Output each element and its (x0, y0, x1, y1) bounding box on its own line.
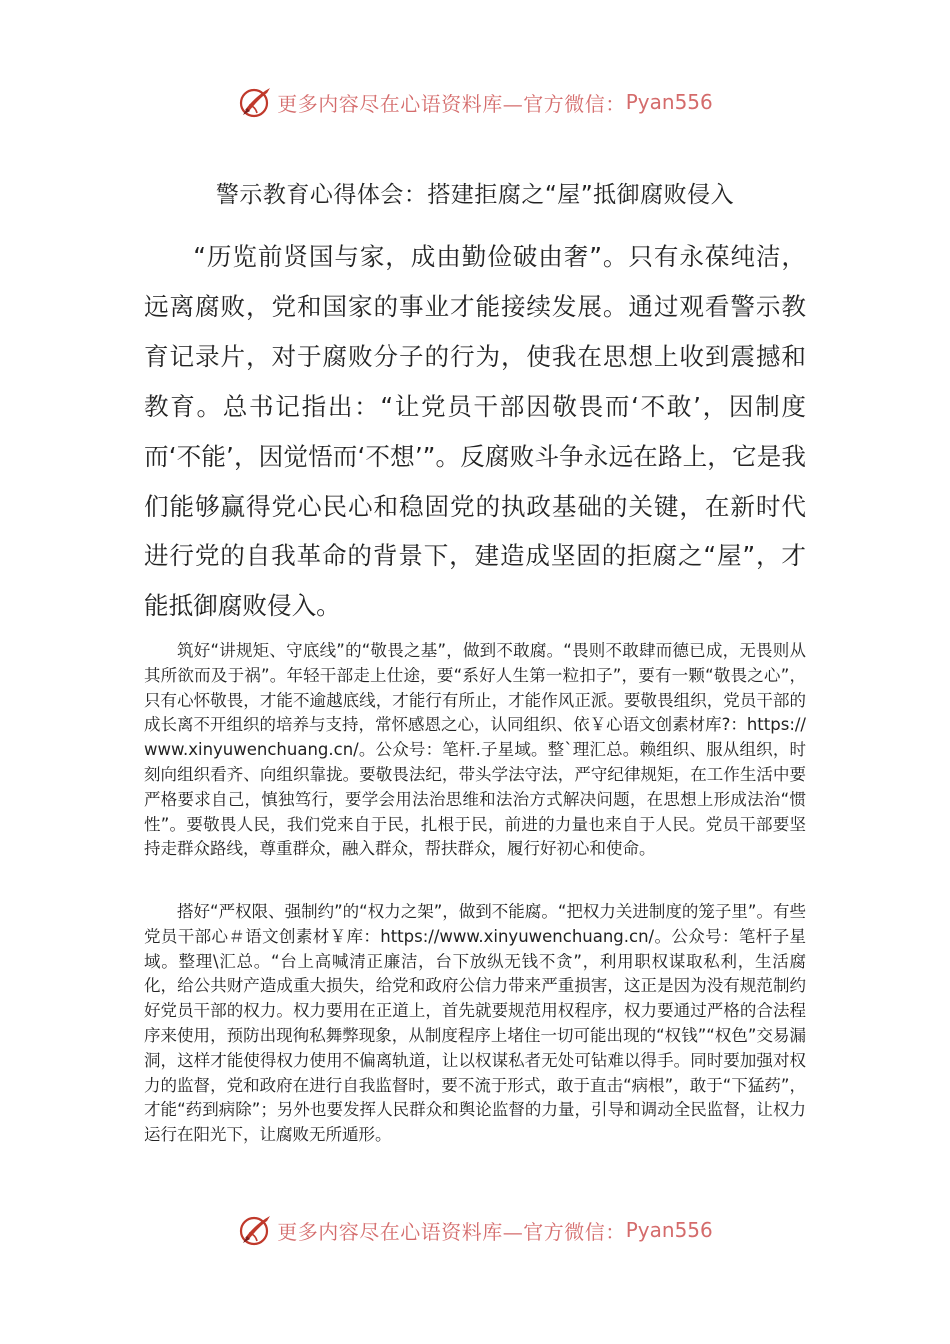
footer-banner-text: 更多内容尽在心语资料库—官方微信： (277, 1219, 626, 1244)
intro-paragraph: “历览前贤国与家，成由勤俭破由奢”。只有永葆纯洁，远离腐败，党和国家的事业才能接续发展。通过观看警示教育记录片，对于腐败分子的行为，使我在思想上收到震撼和教育。总书记指出：“让党员干部因敬畏而‘不敢’，因制度而‘不能’，因觉悟而‘不想’”。反腐败斗争永远在路上，它是我们能够赢得党心民心和稳固党的执政基础的关键，在新时代进行党的自我革命的背景下，建造成坚固的拒腐之“屋”，才能抵御腐败侵入。 (144, 242, 806, 621)
header-banner (0, 82, 950, 122)
body-paragraph-1: 筑好“讲规矩、守底线”的“敬畏之基”，做到不敢腐。“畏则不敢肆而德已成，无畏则从其所欲而及于祸”。年轻干部走上仕途，要“系好人生第一粒扣子”，要有一颗“敬畏之心”，只有心怀敬畏，才能不逾越底线，才能行有所止，才能作风正派。要敬畏组织，党员干部的成长离不开组织的培养与支持，常怀感恩之心，认同组织、依￥心语文创素材库?：https://www.xinyuwenchuang.cn/。公众号：笔杆.子星域。整`理汇总。赖组织、服从组织，时刻向组织看齐、向组织靠拢。要敬畏法纪，带头学法守法，严守纪律规矩，在工作生活中要严格要求自己，慎独笃行，要学会用法治思维和法治方式解决问题，在思想上形成法治“惯性”。要敬畏人民，我们党来自于民，扎根于民，前进的力量也来自于人民。党员干部要坚持走群众路线，尊重群众，融入群众，帮扶群众，履行好初心和使命。 (144, 641, 806, 859)
body-paragraph-2: 搭好“严权限、强制约”的“权力之架”，做到不能腐。“把权力关进制度的笼子里”。有些党员干部心＃语文创素材￥库：https://www.xinyuwenchuang.cn/。公众号：笔杆子星域。整理\汇总。“台上高喊清正廉洁，台下放纵无钱不贪”，利用职权谋取私利，生活腐化，给公共财产造成重大损失，给党和政府公信力带来严重损害，这正是因为没有规范制约好党员干部的权力。权力要用在正道上，首先就要规范用权程序，权力要通过严格的合法程序来使用，预防出现徇私舞弊现象，从制度程序上堵住一切可能出现的“权钱”“权色”交易漏洞，这样才能使得权力使用不偏离轨道，让以权谋私者无处可钻难以得手。同时要加强对权力的监督，党和政府在进行自我监督时，要不流于形式，敢于直击“病根”，敢于“下猛药”，才能“药到病除”；另外也要发挥人民群众和舆论监督的力量，引导和调动全民监督，让权力运行在阳光下，让腐败无所遁形。 (144, 902, 806, 1145)
document-title: 警示教育心得体会：搭建拒腐之“屋”抵御腐败侵入 (215, 182, 735, 208)
pen-logo-icon (237, 1212, 273, 1248)
footer-banner (0, 1210, 950, 1250)
footer-wechat-id: Pyan556 (625, 1218, 713, 1242)
header-wechat-id: Pyan556 (625, 90, 713, 114)
header-banner-text: 更多内容尽在心语资料库—官方微信： (277, 91, 626, 116)
pen-logo-icon (237, 84, 273, 120)
